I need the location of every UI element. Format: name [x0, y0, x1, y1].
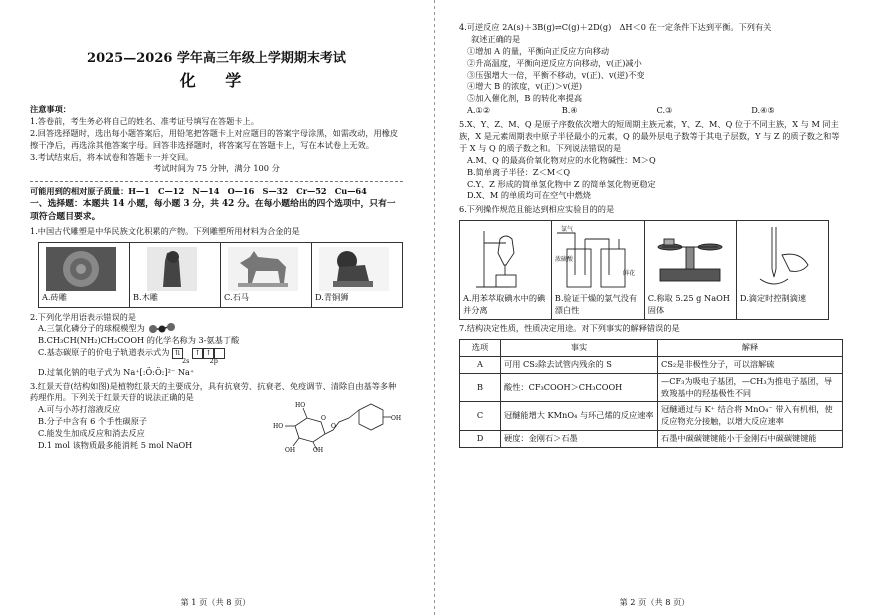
q3-stem: 3.红景天苷(结构如图)是植物红景天的主要成分，具有抗衰劳、抗衰老、免疫调节、清除自由基等多种药理作用。下列关于红景天苷的说法正确的是: [30, 380, 397, 403]
q6-option-d-label: D.滴定时控制滴速: [739, 293, 807, 304]
balance-image: [648, 223, 733, 293]
exam-title: 2025—2026 学年高三年级上学期期末考试: [87, 51, 346, 66]
row-option: C: [460, 402, 501, 431]
q1-option-label: B.木雕: [133, 291, 158, 302]
q1-image-table: [38, 242, 403, 308]
label-chlorine: 氯气: [560, 226, 573, 234]
q1-option-b[interactable]: [130, 242, 221, 307]
struct-label: HO: [295, 402, 306, 410]
row-fact: 可用 CS₂除去试管内残余的 S: [501, 356, 658, 373]
row-fact: 硬度：金刚石＞石墨: [501, 431, 658, 448]
q6-option-c[interactable]: [644, 221, 736, 320]
q6-option-b[interactable]: [551, 221, 644, 320]
q3-option-c[interactable]: C.能发生加成反应和消去反应: [38, 428, 145, 439]
q1-option-label: A.砖雕: [42, 291, 67, 302]
titration-image: [740, 223, 825, 293]
page-2-footer: 第 2 页（共 8 页）: [619, 597, 690, 608]
struct-label: O: [321, 415, 326, 423]
struct-label: OH: [285, 447, 296, 453]
table-row[interactable]: [460, 431, 843, 448]
struct-label: OH: [391, 415, 402, 423]
q2-option-d-suffix: ]²⁻ Na⁺: [164, 366, 195, 377]
row-explanation: 冠醚通过与 K⁺ 结合将 MnO₄⁻ 带入有机相，使反应物充分接触，以增大反应速率: [658, 402, 843, 431]
fold-line: [434, 0, 435, 615]
page-1-footer: 第 1 页（共 8 页）: [180, 597, 251, 608]
orbital-box: ⇅: [172, 348, 183, 359]
q2-option-a[interactable]: [38, 323, 403, 335]
row-option: B: [460, 373, 501, 402]
page-1: [0, 0, 431, 615]
col-fact: 事实: [501, 339, 658, 356]
stone-horse-image: [224, 246, 302, 292]
q4-item: ③压强增大一倍，平衡不移动，v(正)、v(逆)不变: [467, 69, 645, 80]
q4-options: [467, 105, 846, 117]
col-option: 选项: [460, 339, 501, 356]
row-fact: 酸性：CF₃COOH＞CH₃COOH: [501, 373, 658, 402]
table-row[interactable]: [460, 373, 843, 402]
q5-option-c[interactable]: C.Y、Z 形成的简单氢化物中 Z 的简单氢化物更稳定: [467, 178, 656, 189]
q1-option-c[interactable]: [221, 242, 312, 307]
q3-option-a[interactable]: A.可与小苏打溶液反应: [38, 404, 121, 415]
q6-option-a[interactable]: [460, 221, 552, 320]
q2-option-d[interactable]: [38, 367, 403, 379]
page-2: [439, 0, 870, 615]
brick-carving-image: [42, 246, 120, 292]
row-fact: 冠醚能增大 KMnO₄ 与环己烯的反应速率: [501, 402, 658, 431]
q6-apparatus-table: [459, 220, 829, 320]
q4-item: ④增大 B 的浓度，v(正)＞v(逆): [467, 81, 583, 92]
q5-option-d[interactable]: D.X、M 的单质均可在空气中燃烧: [467, 190, 591, 201]
q5-stem: 5.X、Y、Z、M、Q 是原子序数依次增大的短周期主族元素，Y、Z、M、Q 位于不同主族，X 与 M 同主族，X 是元素周期表中原子半径最小的元素，Q 的最外层电子数等于其电子层数，Y 与 Z 的质子数之和等于 X 与 Q 的质子数之和。下列说法错误的是: [459, 119, 840, 153]
salidroside-structure: [273, 396, 403, 452]
q4-stem-cont: 叙述正确的是: [471, 33, 521, 44]
q1-option-a[interactable]: [39, 242, 130, 307]
q4-option-d[interactable]: D.④⑤: [751, 105, 775, 116]
q1-stem: 1.中国古代雕塑是中华民族文化积累的产物。下列雕塑所用材料为合金的是: [30, 225, 300, 236]
q6-option-c-label: C.称取 5.25 g NaOH 固体: [647, 293, 730, 316]
q5-option-b[interactable]: B.简单离子半径：Z＜M＜Q: [467, 166, 571, 177]
q6-option-b-label: B.验证干燥的氯气没有漂白性: [554, 293, 638, 316]
exam-subject: 化 学: [179, 70, 254, 90]
struct-label: OH: [313, 447, 324, 453]
label-conc-acid: 浓硫酸: [554, 256, 573, 264]
q4-option-c[interactable]: C.③: [656, 105, 673, 116]
struct-label: HO: [273, 423, 284, 431]
orbital-label-2p: 2p: [209, 357, 218, 366]
orbital-label-2s: 2s: [182, 357, 190, 366]
q5-option-a[interactable]: A.M、Q 的最高价氧化物对应的水化物碱性：M＞Q: [467, 154, 656, 165]
q6-stem: 6.下列操作规范且能达到相应实验目的的是: [459, 204, 615, 215]
bronze-lion-image: [315, 246, 393, 292]
q4-item: ①增加 A 的量，平衡向正反应方向移动: [467, 45, 610, 56]
q2-option-a-text: A.三氯化磷分子的球棍模型为: [38, 323, 145, 334]
q1-option-d[interactable]: [312, 242, 403, 307]
q1-option-label: D.青铜狮: [315, 291, 349, 302]
q2-stem: 2.下列化学用语表示错误的是: [30, 311, 137, 322]
q6-option-d[interactable]: [736, 221, 828, 320]
row-explanation: CS₂是非极性分子，可以溶解硫: [658, 356, 843, 373]
ball-stick-model-icon: [147, 323, 177, 335]
electron-dot-formula: :Ö:Ö:: [142, 366, 165, 377]
wood-carving-image: [133, 246, 211, 292]
q4-item: ②升高温度，平衡向逆反应方向移动，v(正)减小: [467, 57, 642, 68]
row-explanation: —CF₃为吸电子基团，—CH₃为推电子基团，导致羧基中的羟基极性不同: [658, 373, 843, 402]
q4-option-a[interactable]: A.①②: [467, 105, 491, 116]
q3-option-d[interactable]: D.1 mol 该物质最多能消耗 5 mol NaOH: [38, 439, 193, 450]
section-heading: 一、选择题：本题共 14 小题，每小题 3 分，共 42 分。在每小题给出的四个选项中，只有一项符合题目要求。: [30, 199, 396, 223]
q4-item: ⑤加入催化剂，B 的转化率提高: [467, 93, 583, 104]
q6-option-a-label: A.用苯萃取碘水中的碘并分离: [463, 293, 546, 316]
notice-heading: 注意事项：: [30, 104, 71, 115]
col-explanation: 解释: [658, 339, 843, 356]
q7-table: [459, 339, 843, 448]
q2-option-d-prefix: D.过氧化钠的电子式为 Na⁺[: [38, 366, 143, 377]
orbital-box: ↑: [203, 348, 214, 359]
row-option: D: [460, 431, 501, 448]
table-row[interactable]: [460, 356, 843, 373]
q3-option-b[interactable]: B.分子中含有 6 个手性碳原子: [38, 416, 148, 427]
table-header: [460, 339, 843, 356]
table-row[interactable]: [460, 402, 843, 431]
gas-washing-bottles-image: [555, 223, 641, 293]
q4-option-b[interactable]: B.④: [561, 105, 578, 116]
separatory-funnel-image: [463, 223, 548, 293]
q2-option-c-text: C.基态碳原子的价电子轨道表示式为: [38, 347, 170, 358]
q7-stem: 7.结构决定性质，性质决定用途。对下列事实的解释错误的是: [459, 323, 680, 334]
q1-option-label: C.石马: [224, 291, 249, 302]
time-info: 考试时间为 75 分钟，满分 100 分: [153, 163, 280, 174]
divider: [30, 181, 403, 182]
q4-stem: 4.可逆反应 2A(s)＋3B(g)⇌C(g)＋2D(g) ΔH＜0 在一定条件下达到平衡。下列有关: [459, 22, 772, 32]
row-explanation: 石墨中碳碳键键能小于金刚石中碳碳键键能: [658, 431, 843, 448]
q2-option-b[interactable]: B.CH₃CH(NH₂)CH₂COOH 的化学名称为 3-氨基丁酸: [38, 335, 240, 346]
struct-label: O: [331, 423, 336, 431]
label-flower: 鲜花: [622, 270, 635, 278]
orbital-box: ↑: [192, 348, 203, 359]
atomic-masses: 可能用到的相对原子质量：H—1 C—12 N—14 O—16 S—32 Cr—52 Cu—64: [30, 186, 367, 197]
row-option: A: [460, 356, 501, 373]
notice-item: 3.考试结束后，将本试卷和答题卡一并交回。: [30, 151, 194, 162]
notice-item: 1.答卷前，考生务必将自己的姓名、准考证号填写在答题卡上。: [30, 115, 259, 126]
notice-item: 2.回答选择题时，选出每小题答案后，用铅笔把答题卡上对应题目的答案字母涂黑，如需改动，用橡皮擦干净后，再选涂其他答案字母。回答非选择题时，将答案写在答题卡上，写在本试卷上无效。: [30, 127, 399, 150]
